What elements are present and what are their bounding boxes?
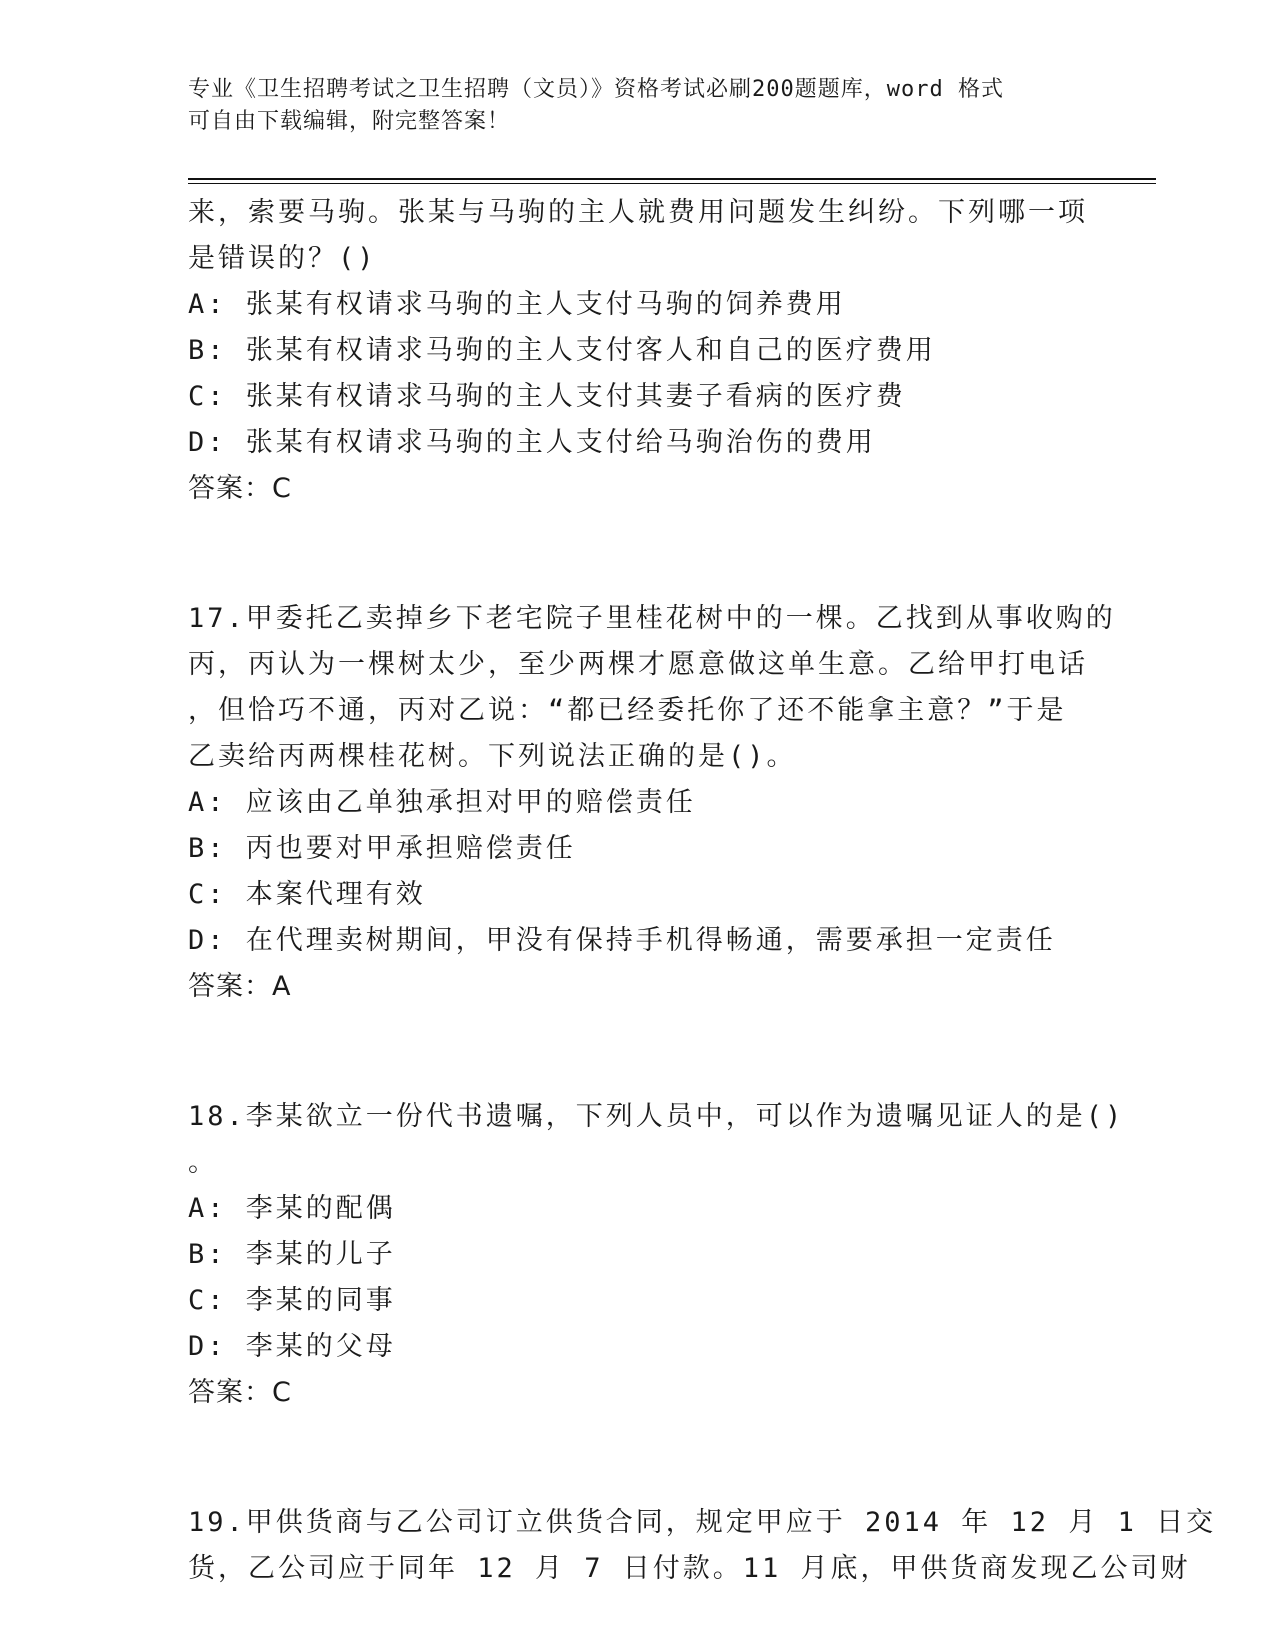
document-header [188,74,1068,138]
question-text-line: ，但恰巧不通，丙对乙说：“都已经委托你了还不能拿主意？”于是 [188,695,1067,726]
header-title-line-2: 可自由下载编辑，附完整答案！ [188,109,511,134]
question-text-line: 。 [188,1147,218,1178]
question-18 [188,1094,1125,1416]
option-c: C: 本案代理有效 [188,879,426,910]
spacer [188,1416,1088,1500]
option-a: A: 李某的配偶 [188,1193,396,1224]
option-c: C: 李某的同事 [188,1285,396,1316]
question-text-line: 来，索要马驹。张某与马驹的主人就费用问题发生纠纷。下列哪一项 [188,197,1088,228]
question-text-line: 乙卖给丙两棵桂花树。下列说法正确的是()。 [188,741,797,772]
option-b: B: 丙也要对甲承担赔偿责任 [188,833,576,864]
option-d: D: 在代理卖树期间，甲没有保持手机得畅通，需要承担一定责任 [188,925,1056,956]
answer-label: 答案：C [188,1377,292,1408]
header-divider-thin [188,183,1156,184]
answer-label: 答案：C [188,473,292,504]
question-content [188,190,1217,1592]
option-c: C: 张某有权请求马驹的主人支付其妻子看病的医疗费 [188,381,906,412]
question-text-line: 19.甲供货商与乙公司订立供货合同，规定甲应于 2014 年 12 月 1 日交 [188,1507,1217,1538]
spacer [188,1010,1088,1094]
option-a: A: 张某有权请求马驹的主人支付马驹的饲养费用 [188,289,846,320]
option-b: B: 张某有权请求马驹的主人支付客人和自己的医疗费用 [188,335,936,366]
option-d: D: 张某有权请求马驹的主人支付给马驹治伤的费用 [188,427,876,458]
question-16 [188,190,1088,512]
question-text-line: 18.李某欲立一份代书遗嘱，下列人员中，可以作为遗嘱见证人的是() [188,1101,1125,1132]
option-a: A: 应该由乙单独承担对甲的赔偿责任 [188,787,696,818]
question-17 [188,596,1116,1010]
question-text-line: 是错误的？() [188,243,377,274]
question-text-line: 丙，丙认为一棵树太少，至少两棵才愿意做这单生意。乙给甲打电话 [188,649,1088,680]
header-divider-thick [188,178,1156,180]
question-text-line: 17.甲委托乙卖掉乡下老宅院子里桂花树中的一棵。乙找到从事收购的 [188,603,1116,634]
spacer [188,512,1088,596]
option-b: B: 李某的儿子 [188,1239,396,1270]
answer-label: 答案：A [188,971,292,1002]
question-19 [188,1500,1217,1592]
option-d: D: 李某的父母 [188,1331,396,1362]
header-title-line-1: 专业《卫生招聘考试之卫生招聘（文员）》资格考试必刷200题题库，word 格式 [188,77,1004,102]
question-text-line: 货，乙公司应于同年 12 月 7 日付款。11 月底，甲供货商发现乙公司财 [188,1553,1191,1584]
